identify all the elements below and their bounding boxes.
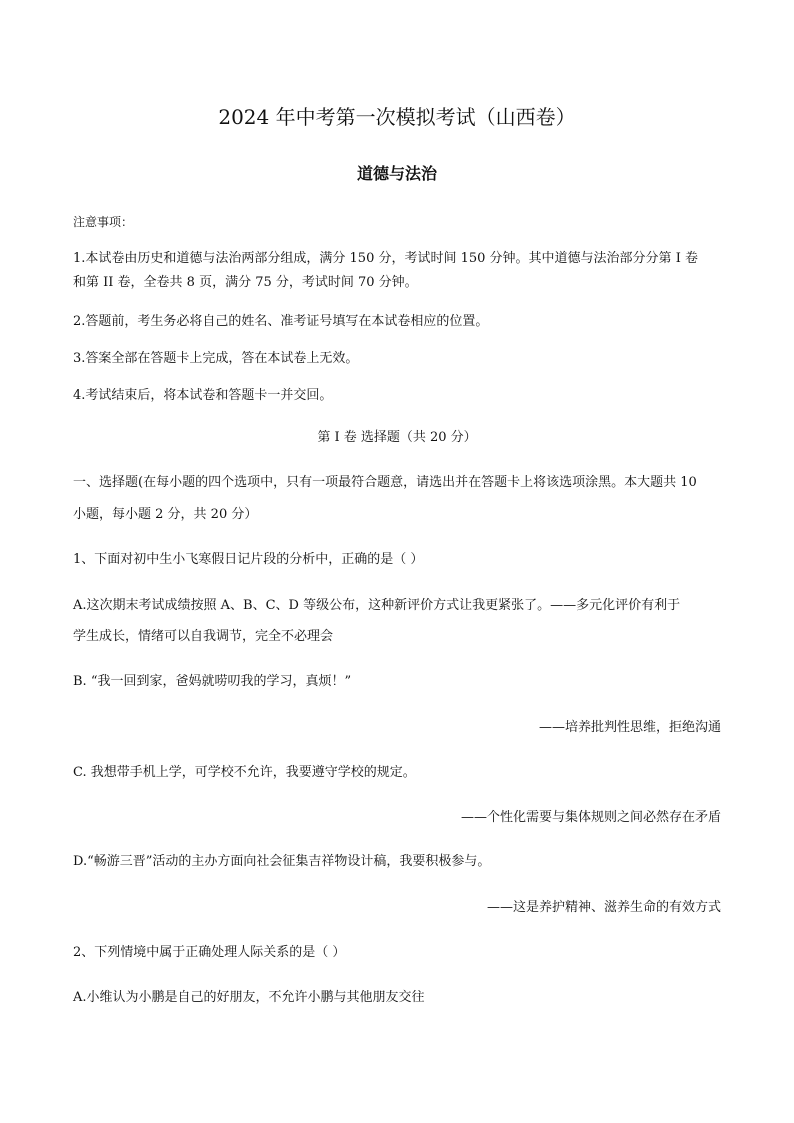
question-2-stem: 2、下列情境中属于正确处理人际关系的是（ ） [73,945,346,960]
notice-item-1-line-2: 和第 II 卷，全卷共 8 页，满分 75 分，考试时间 70 分钟。 [73,275,418,290]
notice-heading: 注意事项： [73,215,134,229]
section-instructions-line-1: 一、选择题(在每小题的四个选项中，只有一项最符合题意，请选出并在答题卡上将该选项涂黑。本大题共 10 [73,475,697,490]
notice-item-3: 3.答案全部在答题卡上完成，答在本试卷上无效。 [73,351,359,366]
question-1-option-a-line-1: A.这次期末考试成绩按照 A、B、C、D 等级公布，这种新评价方式让我更紧张了。——多元化评价有利于 [73,598,681,613]
question-1-stem: 1、下面对初中生小飞寒假日记片段的分析中，正确的是（ ） [73,552,424,567]
notice-item-4: 4.考试结束后，将本试卷和答题卡一并交回。 [73,388,333,403]
question-1-option-b: B. “我一回到家，爸妈就唠叨我的学习，真烦！” [73,674,352,689]
section-instructions-line-2: 小题，每小题 2 分，共 20 分） [73,507,258,522]
question-1-option-b-note: ——培养批判性思维，拒绝沟通 [538,720,721,735]
question-1-option-c: C. 我想带手机上学，可学校不允许，我要遵守学校的规定。 [73,765,416,780]
question-1-option-d: D.“畅游三晋”活动的主办方面向社会征集吉祥物设计稿，我要积极参与。 [73,854,491,869]
question-2-option-a: A.小维认为小鹏是自己的好朋友，不允许小鹏与其他朋友交往 [73,990,425,1005]
subject-title: 道德与法治 [356,164,437,183]
notice-item-1-line-1: 1.本试卷由历史和道德与法治两部分组成，满分 150 分，考试时间 150 分钟。其中道德与法治部分分第 I 卷 [73,251,698,266]
question-1-option-c-note: ——个性化需要与集体规则之间必然存在矛盾 [460,810,721,825]
question-1-option-a-line-2: 学生成长，情绪可以自我调节，完全不必理会 [73,629,334,644]
exam-title: 2024 年中考第一次模拟考试（山西卷） [218,105,576,129]
notice-item-2: 2.答题前，考生务必将自己的姓名、准考证号填写在本试卷相应的位置。 [73,314,489,329]
section-heading: 第 I 卷 选择题（共 20 分） [317,430,477,445]
question-1-option-d-note: ——这是养护精神、滋养生命的有效方式 [486,900,721,915]
